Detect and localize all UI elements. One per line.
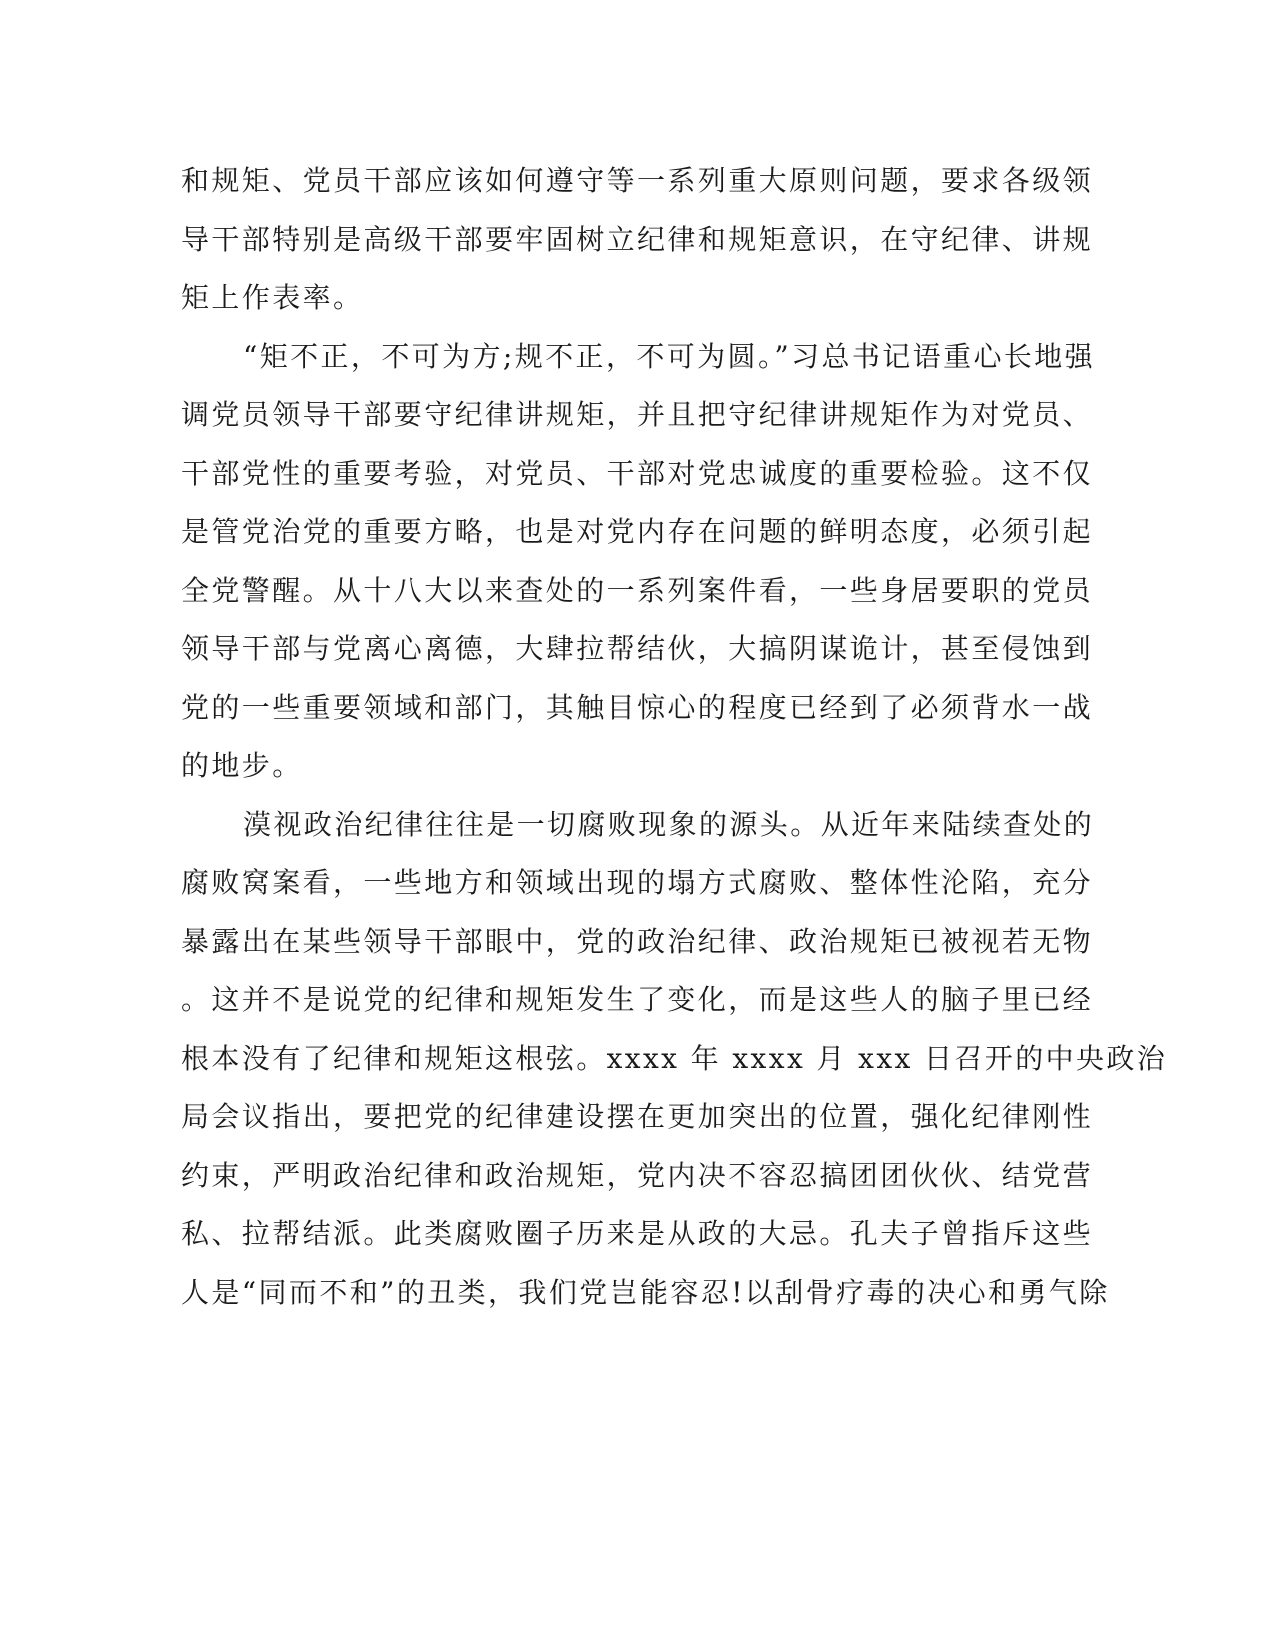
paragraph — [181, 328, 1096, 796]
paragraph — [181, 152, 1094, 328]
text-line: 约束，严明政治纪律和政治规矩，党内决不容忍搞团团伙伙、结党营 — [181, 1158, 1094, 1192]
text-line: 人是“同而不和”的丑类，我们党岂能容忍!以刮骨疗毒的决心和勇气除 — [181, 1275, 1110, 1309]
text-line: 根本没有了纪律和规矩这根弦。xxxx 年 xxxx 月 xxx 日召开的中央政治 — [181, 1041, 1168, 1075]
text-line: “矩不正，不可为方;规不正，不可为圆。”习总书记语重心长地强 — [243, 339, 1096, 373]
body-text — [181, 152, 1168, 1322]
text-line: 的地步。 — [181, 749, 303, 782]
text-line: 干部党性的重要考验，对党员、干部对党忠诚度的重要检验。这不仅 — [181, 456, 1094, 490]
text-line: 全党警醒。从十八大以来查处的一系列案件看，一些身居要职的党员 — [181, 573, 1094, 607]
text-line: 党的一些重要领域和部门，其触目惊心的程度已经到了必须背水一战 — [181, 690, 1094, 724]
text-line: 和规矩、党员干部应该如何遵守等一系列重大原则问题，要求各级领 — [181, 164, 1094, 197]
text-line: 腐败窝案看，一些地方和领域出现的塌方式腐败、整体性沦陷，充分 — [181, 866, 1094, 899]
text-line: 是管党治党的重要方略，也是对党内存在问题的鲜明态度，必须引起 — [181, 515, 1094, 548]
text-line: 领导干部与党离心离德，大肆拉帮结伙，大搞阴谋诡计，甚至侵蚀到 — [181, 632, 1094, 665]
text-line: 私、拉帮结派。此类腐败圈子历来是从政的大忌。孔夫子曾指斥这些 — [181, 1217, 1094, 1250]
text-line: 暴露出在某些领导干部眼中，党的政治纪律、政治规矩已被视若无物 — [181, 924, 1094, 958]
text-line: 调党员领导干部要守纪律讲规矩，并且把守纪律讲规矩作为对党员、 — [181, 398, 1094, 431]
paragraph — [181, 796, 1168, 1323]
text-line: 矩上作表率。 — [181, 281, 364, 314]
text-line: 局会议指出，要把党的纪律建设摆在更加突出的位置，强化纪律刚性 — [181, 1100, 1094, 1133]
text-line: 。这并不是说党的纪律和规矩发生了变化，而是这些人的脑子里已经 — [181, 983, 1094, 1016]
text-line: 导干部特别是高级干部要牢固树立纪律和规矩意识，在守纪律、讲规 — [181, 222, 1094, 256]
text-line: 漠视政治纪律往往是一切腐败现象的源头。从近年来陆续查处的 — [243, 807, 1095, 841]
